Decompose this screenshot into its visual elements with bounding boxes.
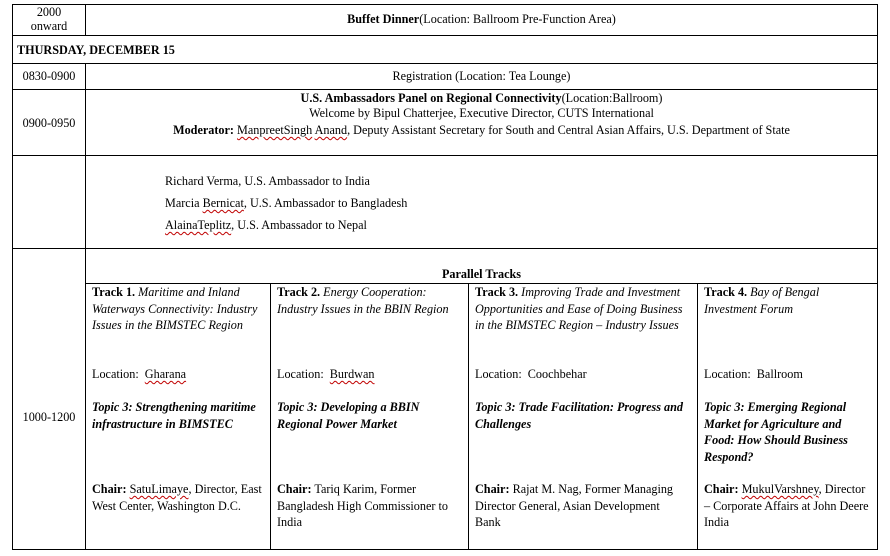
moderator-name-last: Anand [314,123,348,137]
track-location [704,366,803,383]
track-topic: Topic 3: Trade Facilitation: Progress and Challenges [475,400,683,431]
location-label: Location: [277,367,324,381]
chair-name: Rajat M. Nag [512,482,579,496]
row-divider [12,248,878,249]
moderator-name-first: ManpreetSingh [237,123,313,137]
track-label: Track 2. [277,285,321,299]
panelist-role: , U.S. Ambassador to Nepal [231,218,367,232]
location-label: Location: [704,367,751,381]
track-title: Improving Trade and Investment Opportunities and Ease of Doing Business in the BIMSTEC Region – Industry Issues [475,285,683,332]
track-column-divider [270,283,271,550]
track-location [475,366,587,383]
table-border-bottom [12,549,878,550]
location-value: Ballroom [756,367,803,381]
track-location [277,366,374,383]
panelist-name-surname: Bernicat [202,196,244,210]
dinner-title: Buffet Dinner [347,12,420,26]
moderator-label: Moderator: [173,123,234,137]
track-title-block [475,284,693,334]
chair-name: Tariq Karim [314,482,375,496]
track-title: Energy Cooperation: Industry Issues in the BBIN Region [277,285,449,316]
track-chair [277,481,463,531]
panel-title: U.S. Ambassadors Panel on Regional Connectivity [300,91,562,105]
chair-role: , Former Managing Director General, Asian Development Bank [475,482,674,529]
track-title: Bay of Bengal Investment Forum [704,285,820,316]
day-header: THURSDAY, DECEMBER 15 [17,43,175,57]
location-label: Location: [92,367,139,381]
moderator-role: , Deputy Assistant Secretary for South and Central Asian Affairs, U.S. Department of State [347,123,790,137]
track-chair [704,481,874,531]
dinner-location: (Location: Ballroom Pre-Function Area) [419,12,616,26]
location-value: Coochbehar [527,367,587,381]
table-border-right [877,4,878,550]
panel-location: (Location:Ballroom) [561,91,663,105]
registration-text: Registration (Location: Tea Lounge) [392,69,571,83]
row-divider [12,35,878,36]
chair-role: , Former Bangladesh High Commissioner to India [277,482,448,529]
parallel-time: 1000-1200 [22,410,76,424]
dinner-time: 2000 onward [30,5,68,33]
track-title-block [277,284,463,317]
panelist [165,195,407,212]
panelist-role: , U.S. Ambassador to India [238,174,370,188]
panelist [165,217,367,234]
panel-title-line [86,91,877,106]
track-title-block [92,284,268,334]
track-label: Track 4. [704,285,748,299]
chair-label: Chair: [92,482,127,496]
chair-label: Chair: [704,482,739,496]
registration-time: 0830-0900 [22,69,76,83]
track-topic: Topic 3: Strengthening maritime infrastructure in BIMSTEC [92,400,256,431]
track-label: Track 3. [475,285,519,299]
panel-moderator-line [86,123,877,138]
panelist-role: , U.S. Ambassador to Bangladesh [243,196,408,210]
location-value: Gharana [144,367,187,381]
table-border-left [12,4,13,550]
track-title-block [704,284,874,317]
chair-role: , Director – Corporate Affairs at John Deere India [704,482,869,529]
location-value: Burdwan [329,367,375,381]
row-divider [12,63,878,64]
track-chair [475,481,687,531]
parallel-tracks-label: Parallel Tracks [441,267,522,281]
panelist [165,173,370,190]
panelist-name: Marcia [165,196,203,210]
chair-name: SatuLimaye [129,482,189,496]
location-label: Location: [475,367,522,381]
track-topic: Topic 3: Developing a BBIN Regional Power Market [277,400,420,431]
track-label: Track 1. [92,285,136,299]
chair-label: Chair: [475,482,510,496]
track-column-divider [697,283,698,550]
track-column-divider [468,283,469,550]
row-divider [12,89,878,90]
track-location [92,366,186,383]
panelist-name: Richard Verma [165,174,239,188]
chair-name: MukulVarshney [741,482,819,496]
chair-role: , Director, East West Center, Washington D.C. [92,482,262,513]
dinner-row [86,11,877,28]
row-divider [12,155,878,156]
panel-time: 0900-0950 [22,116,76,130]
track-title: Maritime and Inland Waterways Connectivity: Industry Issues in the BIMSTEC Region [92,285,258,332]
chair-label: Chair: [277,482,312,496]
panel-welcome: Welcome by Bipul Chatterjee, Executive Director, CUTS International [309,106,654,120]
table-border-top [12,4,878,5]
panelist-name: AlainaTeplitz [165,218,232,232]
track-chair [92,481,268,514]
track-topic: Topic 3: Emerging Regional Market for Agriculture and Food: How Should Business Respond? [704,400,848,464]
